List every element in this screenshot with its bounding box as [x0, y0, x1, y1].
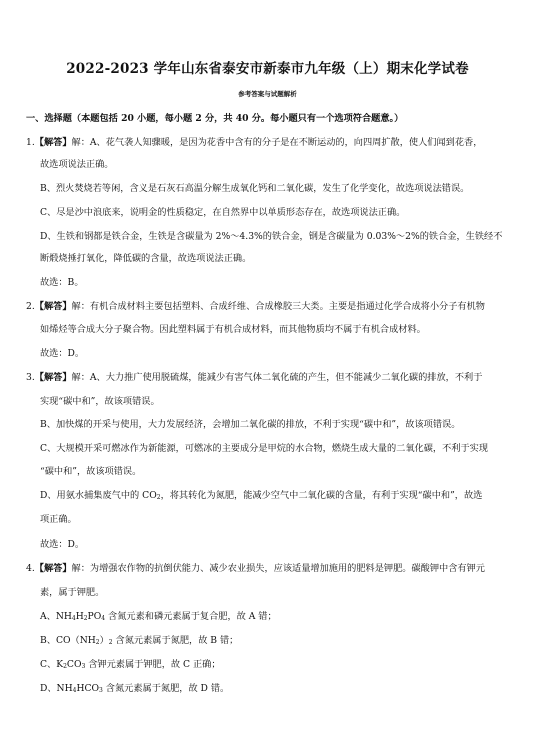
q3-line-1 [26, 372, 482, 384]
q1-line-3: B、烈火焚烧若等闲，含义是石灰石高温分解生成氧化钙和二氧化碳，发生了化学变化，故选项说法错误。 [40, 183, 470, 194]
q3-line-5: “碳中和”，故该项错误。 [40, 466, 142, 477]
q2-text-1: 解：有机合成材料主要包括塑料、合成纤维、合成橡胶三大类。主要是指通过化学合成将小分子有机物 [71, 301, 485, 312]
q4-option-d [40, 683, 229, 695]
q4-tag: 【解答】 [34, 563, 72, 574]
q3-line-7: 项正确。 [40, 514, 77, 525]
q1-line-6: 断煅烧捶打氧化，降低碳的含量，故选项说法正确。 [40, 253, 252, 264]
q4-line-2: 素，属于钾肥。 [40, 587, 105, 598]
q4-a-t4: 含氮元素和磷元素属于复合肥，故 A 错； [105, 611, 277, 622]
q3-line-2: 实现“碳中和”，故该项错误。 [40, 396, 160, 407]
section-heading: 一、选择题（本题包括 20 小题，每小题 2 分，共 40 分。每小题只有一个选项符合题意。） [26, 113, 404, 124]
q1-line-1 [26, 137, 482, 149]
q4-d-t3: 含氮元素属于氮肥，故 D 错。 [102, 683, 230, 694]
q1-number: 1. [26, 137, 35, 148]
q1-tag: 【解答】 [34, 137, 72, 148]
q4-c-s1: 2 [63, 663, 67, 670]
q4-option-c [40, 659, 221, 671]
q4-c-t1: C、K [40, 659, 64, 670]
q3-line-6 [40, 490, 482, 502]
q4-b-s1: 2 [95, 639, 100, 646]
q3-number: 3. [26, 372, 35, 383]
q2-tag: 【解答】 [34, 301, 72, 312]
q3-line-4: C、大规模开采可燃冰作为新能源，可燃冰的主要成分是甲烷的水合物，燃烧生成大量的二氧化碳，不利于实现 [40, 443, 489, 454]
q4-a-t3: PO [87, 611, 102, 622]
q4-a-s1: 4 [71, 615, 76, 622]
q2-number: 2. [26, 301, 35, 312]
q2-answer: 故选：D。 [40, 348, 85, 359]
q3-tag: 【解答】 [34, 372, 72, 383]
q4-d-s2: 3 [99, 687, 103, 694]
q4-b-s2: 2 [108, 639, 113, 646]
q3-answer: 故选：D。 [40, 539, 85, 550]
q4-d-t1: D、NH [40, 683, 73, 694]
q4-text-1: 解：为增强农作物的抗倒伏能力、减少农业损失，应该适量增加施用的肥料是钾肥。碳酸钾中含有钾元 [71, 563, 485, 574]
q3-text-1: 解：A、大力推广使用脱硫煤，能减少有害气体二氧化硫的产生，但不能减少二氧化碳的排放，不利于 [71, 372, 483, 383]
q4-d-s1: 4 [72, 687, 77, 694]
q3-line-3: B、加快煤的开采与使用，大力发展经济，会增加二氧化碳的排放，不利于实现“碳中和”，故该项错误。 [40, 419, 461, 430]
q4-a-s2: 2 [83, 615, 88, 622]
q4-option-b [40, 635, 238, 647]
q4-b-t2: ） [99, 635, 109, 646]
q4-a-t1: A、NH [40, 611, 72, 622]
q4-number: 4. [26, 563, 35, 574]
q4-b-t1: B、CO（NH [40, 635, 96, 646]
q3-line-6-b: ，将其转化为氮肥，能减少空气中二氧化碳的含量，有利于实现“碳中和”，故选 [160, 490, 483, 501]
q4-b-t3: 含氮元素属于氮肥，故 B 错； [112, 635, 239, 646]
q3-co2-subscript: 2 [156, 494, 161, 501]
q1-line-4: C、尽是沙中浪底来，说明金的性质稳定，在自然界中以单质形态存在，故选项说法正确。 [40, 207, 406, 218]
q2-line-2: 如烯烃等合成大分子聚合物。因此塑料属于有机合成材料，而其他物质均不属于有机合成材料。 [40, 324, 426, 335]
q4-c-s2: 3 [81, 663, 86, 670]
q1-line-5: D、生铁和钢都是铁合金，生铁是含碳量为 2%～4.3%的铁合金，钢是含碳量为 0.03%～2%的铁合金，生铁经不 [40, 231, 503, 242]
q4-d-t2: HCO [76, 683, 100, 694]
q4-a-t2: H [75, 611, 84, 622]
q4-c-t3: 含钾元素属于钾肥，故 C 正确； [85, 659, 221, 670]
q3-line-6-a: D、用氨水捕集废气中的 CO [40, 490, 157, 501]
q4-option-a [40, 611, 277, 623]
q1-line-2: 故选项说法正确。 [40, 159, 114, 170]
q4-line-1 [26, 563, 485, 575]
q1-text-1: 解：A、花气袭人知骤暖，是因为花香中含有的分子是在不断运动的，向四周扩散，使人们闻到花香， [71, 137, 483, 148]
q4-a-s3: 4 [101, 615, 106, 622]
q4-c-t2: CO [66, 659, 82, 670]
q2-line-1 [26, 301, 485, 313]
document-subtitle: 参考答案与试题解析 [238, 90, 297, 98]
q1-answer: 故选：B。 [40, 277, 84, 288]
document-title: 2022-2023 学年山东省泰安市新泰市九年级（上）期末化学试卷 [66, 61, 469, 77]
